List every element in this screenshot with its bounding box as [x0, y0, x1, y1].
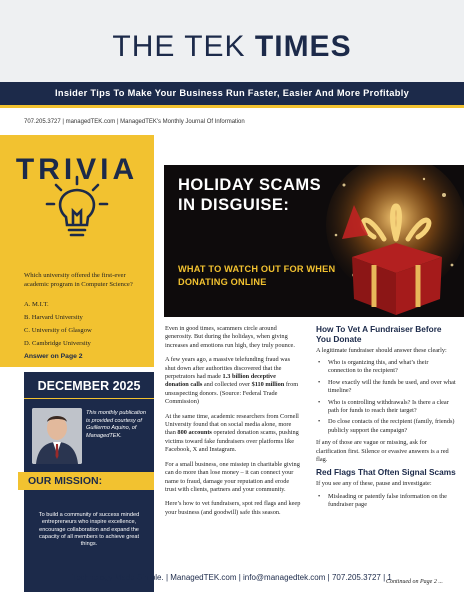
trivia-option-a: A. M.I.T. [24, 301, 49, 308]
trivia-box [0, 135, 154, 367]
trivia-option-b: B. Harvard University [24, 314, 83, 321]
section-intro: If you see any of these, pause and investigate: [316, 480, 432, 488]
tagline: Insider Tips To Make Your Business Run Faster, Easier And More Profitably [54, 88, 410, 98]
article-text: operated donation scams, pushing victims toward fake fundraisers over platforms like Facebook, X and Instagram. [165, 429, 299, 454]
article-text: from unsuspecting donors. (Source: Federal Trade Commission) [165, 381, 299, 406]
title-light: THE TEK [112, 30, 255, 63]
list-item: • Misleading or patently false information on the fundraiser page [316, 493, 456, 510]
vetting-column [316, 325, 456, 513]
mission-title: OUR MISSION: [28, 475, 103, 487]
issue-box [24, 372, 154, 592]
footer: Technology Made Simple. | ManagedTEK.com | info@managedtek.com | 707.205.3727 | 1 [72, 573, 392, 582]
title-bold: TIMES [254, 30, 352, 63]
mission-banner [18, 472, 154, 490]
list-item: • Who is controlling withdrawals? Is there a clear path for funds to reach their target? [316, 399, 456, 416]
issue-date: DECEMBER 2025 [37, 379, 141, 393]
article-emphasis: $110 million [251, 381, 285, 389]
hero-banner [164, 165, 464, 317]
trivia-answer-note: Answer on Page 2 [24, 353, 83, 360]
tagline-bar [0, 82, 464, 108]
masthead-info-line: 707.205.3727 | managedTEK.com | ManagedTEK's Monthly Journal Of Information [24, 119, 245, 125]
article-emphasis: 800 accounts [177, 429, 212, 437]
mission-text: To build a community of success minded entrepreneurs who inspire excellence, encourage collaboration and expand the capacity of all members to achieve great things. [38, 512, 140, 548]
issue-blurb: This monthly publication is provided courtesy of Guillermo Aquino, of ManagedTEK. [86, 410, 147, 439]
article-column [165, 325, 301, 523]
author-photo [32, 408, 82, 464]
continued-note: Continued on Page 2 ... [386, 579, 443, 585]
hero-headline: HOLIDAY SCAMS IN DISGUISE: [178, 176, 322, 214]
trivia-question: Which university offered the first-ever academic program in Computer Science? [24, 272, 133, 288]
list-item: • Who is organizing this, and what’s their connection to the recipient? [316, 359, 456, 376]
list-item: • Do close contacts of the recipient (family, friends) publicly support the campaign? [316, 418, 456, 435]
newsletter-title [0, 30, 464, 64]
article-paragraph [165, 356, 301, 406]
article-paragraph: Here’s how to vet fundraisers, spot red flags and keep your business (and goodwill) safe this season. [165, 500, 301, 516]
section-paragraph: If any of those are vague or missing, ask for clarification first. Silence or evasive answers is a red flag. [316, 439, 449, 464]
article-text: and collected over [202, 381, 252, 389]
section-intro: A legitimate fundraiser should answer these clearly: [316, 346, 447, 354]
section-heading: Red Flags That Often Signal Scams [316, 467, 456, 478]
author-portrait-icon [32, 408, 82, 464]
trivia-title: TRIVIA [15, 153, 139, 186]
article-text: At the same time, academic researchers from Cornell University found that on social media alone, more than [165, 412, 299, 437]
divider [24, 398, 154, 399]
vetting-list [316, 359, 456, 435]
hero-subheadline: WHAT TO WATCH OUT FOR WHEN DONATING ONLINE [178, 264, 336, 287]
article-paragraph [165, 413, 301, 455]
list-item: • How exactly will the funds be used, and over what timeline? [316, 379, 456, 396]
masthead [0, 0, 464, 82]
gift-box-icon [324, 165, 464, 317]
article-paragraph: Even in good times, scammers circle around generosity. But during the holidays, when giving increases and emotions run high, they truly pounce. [165, 325, 295, 349]
trivia-option-d: D. Cambridge University [24, 340, 91, 347]
article-paragraph: For a small business, one misstep in charitable giving can do more than lose money – it can connect your name to fraud, damage your reputation and erode trust with clients, partners and your community. [165, 460, 300, 493]
section-heading: How To Vet A Fundraiser Before You Donate [316, 324, 442, 344]
red-flag-list [316, 493, 456, 510]
trivia-option-c: C. University of Glasgow [24, 327, 92, 334]
article-text: A few years ago, a massive telefunding fraud was shut down after authorities discovered that the perpetrators had made [165, 356, 291, 381]
article-emphasis: 1.3 billion deceptive donation calls [165, 373, 276, 389]
lightbulb-icon [44, 175, 110, 241]
